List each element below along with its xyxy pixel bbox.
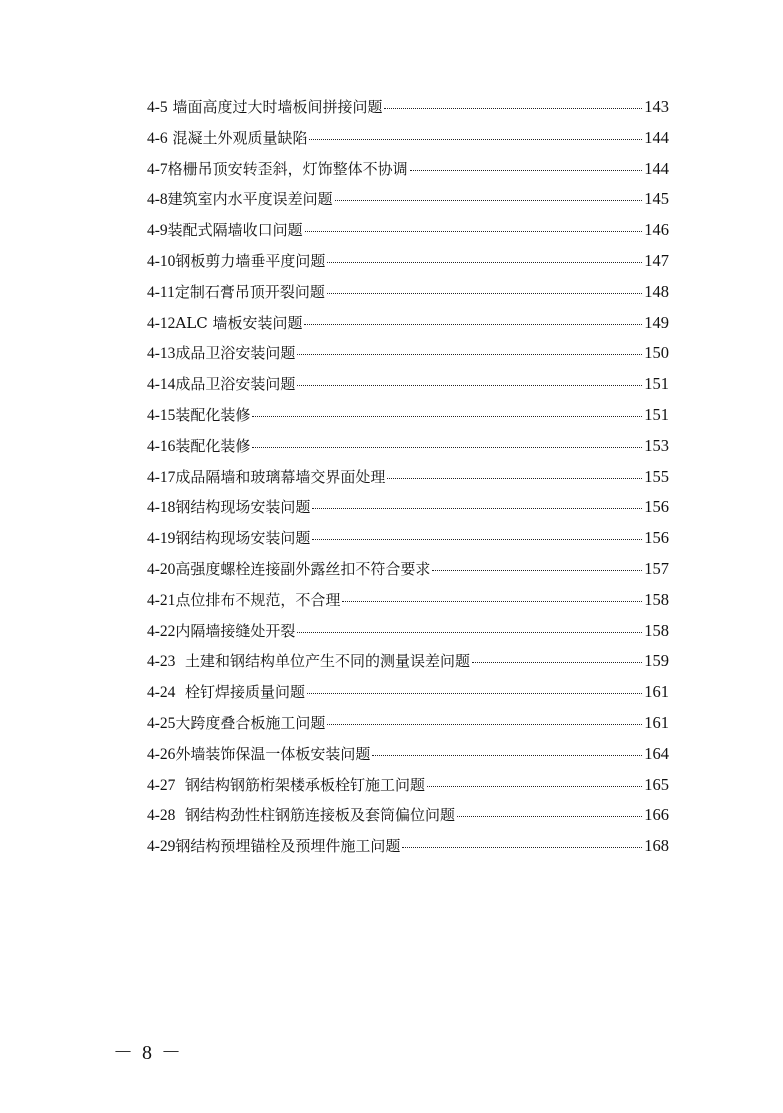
- toc-entry-page: 161: [644, 712, 669, 732]
- toc-entry-number: 4-7: [147, 160, 168, 178]
- toc-entry: [147, 404, 669, 435]
- toc-entry-title: 钢结构预埋锚栓及预埋件施工问题: [175, 837, 401, 856]
- toc-entry-page: 151: [644, 404, 669, 424]
- toc-entry-page: 145: [644, 189, 669, 209]
- toc-entry-number: 4-25: [147, 714, 176, 732]
- toc-entry: [147, 219, 669, 250]
- toc-entry: [147, 835, 669, 866]
- toc-entry-title: 内隔墙接缝处开裂: [175, 621, 296, 640]
- toc-entry-number: 4-24: [147, 684, 176, 702]
- dot-leader: [342, 601, 642, 602]
- toc-entry-title: 装配化装修: [175, 436, 251, 455]
- toc-entry-title: 钢结构钢筋桁架楼承板栓钉施工问题: [184, 775, 425, 794]
- toc-entry-number: 4-5: [147, 99, 168, 116]
- toc-entry-title: 点位排布不规范，不合理: [175, 590, 341, 609]
- page-number-footer: － 8 －: [113, 1042, 183, 1064]
- toc-entry-title: 成品卫浴安装问题: [175, 344, 296, 363]
- toc-entry-title: 建筑室内水平度误差问题: [167, 190, 333, 209]
- toc-entry-page: 157: [644, 558, 669, 578]
- toc-entry-page: 153: [644, 435, 669, 455]
- toc-entry-page: 151: [644, 374, 669, 394]
- toc-entry-page: 150: [644, 343, 669, 363]
- dot-leader: [327, 724, 642, 725]
- toc-entry-page: 168: [644, 836, 669, 856]
- table-of-contents: [147, 96, 669, 866]
- toc-entry-page: 165: [644, 774, 669, 794]
- dot-leader: [252, 447, 642, 448]
- toc-entry-title: 钢结构劲性柱钢筋连接板及套筒偏位问题: [184, 806, 455, 825]
- toc-entry-page: 156: [644, 497, 669, 517]
- toc-entry: [147, 804, 669, 835]
- dot-leader: [312, 508, 642, 509]
- dot-leader: [297, 632, 642, 633]
- toc-entry-title: 墙面高度过大时墙板间拼接问题: [172, 98, 383, 116]
- dot-leader: [335, 200, 643, 201]
- dot-leader: [427, 786, 642, 787]
- dot-leader: [312, 539, 642, 540]
- toc-entry-number: 4-15: [147, 406, 176, 424]
- toc-entry-title: 装配化装修: [175, 405, 251, 424]
- toc-entry: [147, 188, 669, 219]
- toc-entry-page: 158: [644, 620, 669, 640]
- toc-entry: [147, 96, 669, 127]
- toc-entry-page: 143: [644, 97, 669, 116]
- toc-entry: [147, 496, 669, 527]
- dot-leader: [304, 324, 642, 325]
- toc-entry-page: 144: [644, 127, 669, 147]
- toc-entry: [147, 435, 669, 466]
- toc-entry: [147, 373, 669, 404]
- toc-entry-gap: [175, 774, 185, 796]
- toc-entry-gap: [175, 681, 185, 703]
- toc-entry-page: 161: [644, 682, 669, 702]
- toc-entry-gap: [175, 650, 185, 672]
- toc-entry-number: 4-12: [147, 314, 176, 332]
- dot-leader: [305, 231, 643, 232]
- toc-entry-title: 大跨度叠合板施工问题: [175, 713, 326, 732]
- dot-leader: [402, 847, 642, 848]
- toc-entry-number: 4-22: [147, 622, 176, 640]
- toc-entry-number: 4-29: [147, 838, 176, 856]
- toc-entry-page: 164: [644, 743, 669, 763]
- dot-leader: [252, 416, 642, 417]
- toc-entry-title: 装配式隔墙收口问题: [167, 221, 303, 240]
- toc-entry-page: 155: [644, 466, 669, 486]
- toc-entry-number: 4-20: [147, 560, 176, 578]
- toc-entry: [147, 342, 669, 373]
- toc-entry-title: 混凝土外观质量缺陷: [172, 128, 308, 147]
- toc-entry: [147, 312, 669, 343]
- toc-entry-number: 4-18: [147, 499, 176, 517]
- dot-leader: [307, 693, 642, 694]
- toc-entry: [147, 774, 669, 805]
- toc-entry-title: 钢结构现场安装问题: [175, 529, 311, 548]
- toc-entry-number: 4-27: [147, 776, 176, 794]
- dot-leader: [297, 354, 642, 355]
- toc-entry-title: 定制石膏吊顶开裂问题: [174, 282, 325, 301]
- toc-entry-number: 4-14: [147, 376, 176, 394]
- dot-leader: [387, 478, 642, 479]
- dot-leader: [327, 293, 642, 294]
- dot-leader: [327, 262, 642, 263]
- toc-entry-title: 格栅吊顶安转歪斜，灯饰整体不协调: [167, 159, 408, 178]
- toc-entry: [147, 527, 669, 558]
- toc-entry-page: 158: [644, 589, 669, 609]
- toc-entry: [147, 158, 669, 189]
- toc-entry-title: 外墙装饰保温一体板安装问题: [175, 744, 371, 763]
- dot-leader: [297, 385, 642, 386]
- toc-entry-number: 4-28: [147, 807, 176, 825]
- toc-entry-title: 栓钉焊接质量问题: [184, 683, 305, 702]
- toc-entry: [147, 743, 669, 774]
- toc-entry-page: 149: [644, 312, 669, 332]
- dot-leader: [372, 755, 642, 756]
- toc-entry: [147, 620, 669, 651]
- toc-entry: [147, 250, 669, 281]
- toc-entry-number: 4-16: [147, 437, 176, 455]
- toc-entry-number: 4-11: [147, 283, 175, 301]
- toc-entry-gap: [175, 804, 185, 826]
- toc-entry: [147, 558, 669, 589]
- toc-entry-number: 4-9: [147, 222, 168, 240]
- toc-entry-number: 4-23: [147, 653, 176, 671]
- toc-entry-title: 成品卫浴安装问题: [175, 375, 296, 394]
- toc-entry-title: 土建和钢结构单位产生不同的测量误差问题: [184, 652, 470, 671]
- toc-entry-title: 钢结构现场安装问题: [175, 498, 311, 517]
- toc-entry-number: 4-17: [147, 468, 176, 486]
- dot-leader: [472, 662, 642, 663]
- toc-entry: [147, 127, 669, 158]
- toc-entry-number: 4-13: [147, 345, 176, 363]
- toc-entry-title: ALC 墙板安装问题: [175, 313, 303, 332]
- toc-entry-number: 4-26: [147, 745, 176, 763]
- toc-entry-page: 147: [644, 250, 669, 270]
- toc-entry-page: 166: [644, 805, 669, 825]
- dot-leader: [309, 139, 642, 140]
- toc-entry: [147, 712, 669, 743]
- toc-entry-number: 4-19: [147, 530, 176, 548]
- toc-entry-page: 146: [644, 220, 669, 240]
- toc-entry-page: 144: [644, 158, 669, 178]
- toc-entry-title: 成品隔墙和玻璃幕墙交界面处理: [175, 467, 386, 486]
- toc-entry-number: 4-8: [147, 191, 168, 209]
- toc-entry: [147, 681, 669, 712]
- toc-entry: [147, 466, 669, 497]
- toc-entry-page: 156: [644, 528, 669, 548]
- toc-entry-number: 4-21: [147, 591, 176, 609]
- toc-entry-page: 148: [644, 281, 669, 301]
- toc-entry: [147, 589, 669, 620]
- toc-entry-title: 钢板剪力墙垂平度问题: [175, 251, 326, 270]
- toc-entry-title: 高强度螺栓连接副外露丝扣不符合要求: [175, 559, 431, 578]
- dot-leader: [432, 570, 642, 571]
- toc-entry-number: 4-6: [147, 129, 168, 147]
- dot-leader: [384, 108, 642, 109]
- dot-leader: [457, 816, 642, 817]
- toc-entry: [147, 650, 669, 681]
- dot-leader: [410, 170, 643, 171]
- toc-entry: [147, 281, 669, 312]
- toc-entry-page: 159: [644, 651, 669, 671]
- toc-entry-number: 4-10: [147, 252, 176, 270]
